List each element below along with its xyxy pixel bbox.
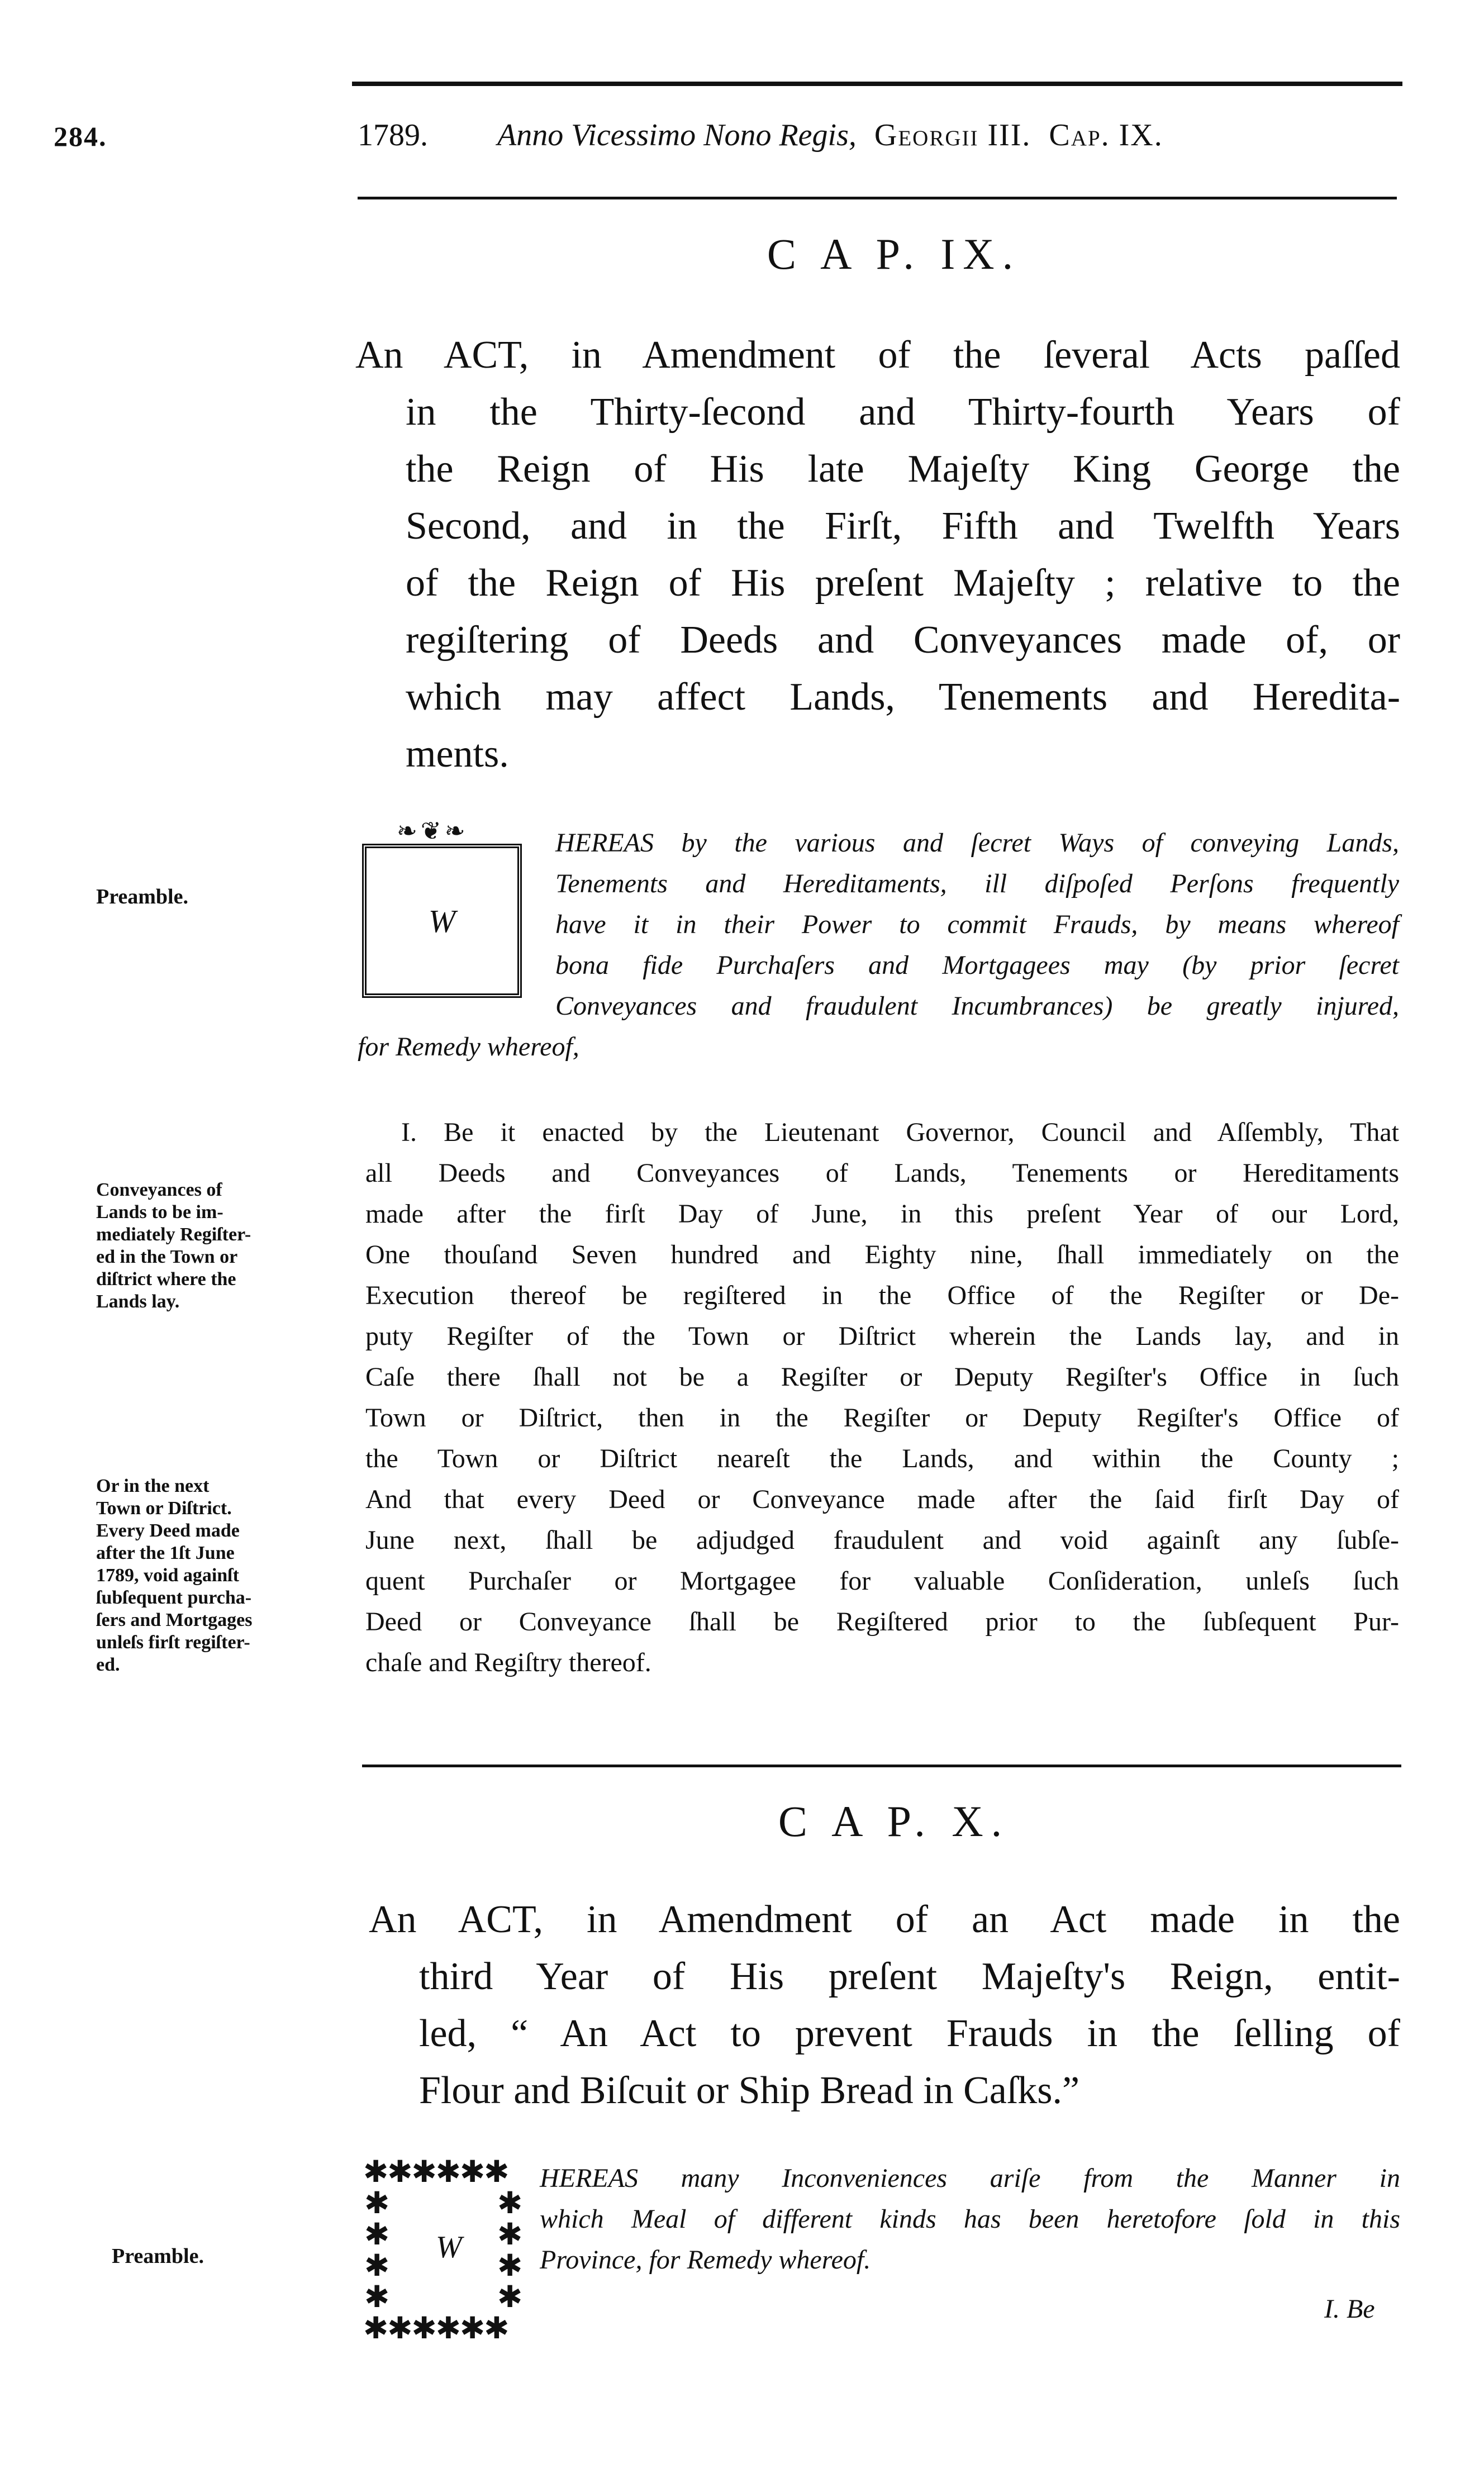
margin-note-line: ed in the Town or — [96, 1247, 238, 1267]
initial-letter: W — [428, 902, 456, 939]
cap-x-preamble — [540, 2158, 1400, 2280]
margin-note-line: diſtrict where the — [96, 1269, 236, 1290]
act-title-line: of the Reign of His preſent Majeſty ; relative to the — [406, 562, 1400, 605]
ornamented-initial-icon — [362, 844, 522, 998]
margin-note-line: Conveyances of — [96, 1180, 222, 1200]
section-line: all Deeds and Conveyances of Lands, Tenements or Hereditaments — [365, 1158, 1399, 1188]
section-line: the Town or Diſtrict neareſt the Lands, and within the County ; — [365, 1444, 1399, 1473]
header-bottom-rule — [358, 197, 1397, 199]
act-title-line: the Reign of His late Majeſty King George the — [406, 448, 1400, 491]
act-title-line: led, “ An Act to prevent Frauds in the ſelling of — [419, 2012, 1400, 2055]
margin-note-line: Lands to be im- — [96, 1202, 223, 1223]
header-year: 1789. — [358, 118, 428, 153]
preamble-line: bona fide Purchaſers and Mortgagees may (by prior ſecret — [555, 950, 1399, 980]
margin-note-line: unleſs firſt regiſter- — [96, 1632, 250, 1653]
preamble-line: Province, for Remedy whereof. — [540, 2245, 871, 2275]
header-top-rule — [352, 82, 1402, 86]
act-title-line: ments. — [406, 733, 509, 776]
section-line: I. Be it enacted by the Lieutenant Governor, Council and Aſſembly, That — [401, 1117, 1399, 1147]
section-line: Deed or Conveyance ſhall be Regiſtered prior to the ſubſequent Pur- — [365, 1607, 1399, 1637]
margin-note-line: Town or Diſtrict. — [96, 1498, 232, 1519]
star-border-right-icon: ✱ ✱ ✱ ✱ — [497, 2186, 522, 2314]
preamble-line: HEREAS by the various and ſecret Ways of conveying Lands, — [555, 828, 1399, 858]
act-title-line: Second, and in the Firſt, Fifth and Twelfth Years — [406, 505, 1400, 548]
cap-ix-act-title — [355, 327, 1400, 783]
star-border-top-icon: ✱✱✱✱✱✱ — [363, 2155, 508, 2189]
act-title-line: An ACT, in Amendment of an Act made in the — [369, 1898, 1400, 1941]
section-line: Caſe there ſhall not be a Regiſter or Deputy Regiſter's Office in ſuch — [365, 1362, 1399, 1392]
act-title-line: Flour and Biſcuit or Ship Bread in Caſks.” — [419, 2069, 1080, 2112]
cap-x-initial-letter: W — [436, 2230, 462, 2265]
cap-ix-preamble — [555, 822, 1399, 1026]
margin-note-line: after the 1ſt June — [96, 1543, 235, 1563]
act-title-line: in the Thirty-ſecond and Thirty-fourth Years of — [406, 391, 1400, 434]
section-line: made after the firſt Day of June, in this preſent Year of our Lord, — [365, 1199, 1399, 1229]
cap-ix-section-1 — [365, 1112, 1399, 1683]
section-line: Execution thereof be regiſtered in the Office of the Regiſter or De- — [365, 1281, 1399, 1310]
header-regnal-year: Anno Vicessimo Nono Regis, — [497, 118, 857, 153]
act-title-line: regiſtering of Deeds and Conveyances made of, or — [406, 619, 1400, 662]
section-line: chaſe and Regiſtry thereof. — [365, 1648, 651, 1677]
section-line: June next, ſhall be adjudged fraudulent and void againſt any ſubſe- — [365, 1525, 1399, 1555]
act-title-line: which may affect Lands, Tenements and Heredita- — [406, 676, 1400, 719]
cap-x-title: C A P. X. — [778, 1797, 1010, 1846]
cap-x-act-title — [369, 1891, 1400, 2119]
running-header — [358, 117, 1397, 153]
cap-ix-preamble-margin: Preamble. — [96, 885, 188, 909]
section-line: One thouſand Seven hundred and Eighty nine, ſhall immediately on the — [365, 1240, 1399, 1269]
margin-note-line: ed. — [96, 1654, 120, 1675]
margin-note-line: Or in the next — [96, 1476, 210, 1496]
act-title-line: An ACT, in Amendment of the ſeveral Acts paſſed — [355, 334, 1400, 377]
star-border-bottom-icon: ✱✱✱✱✱✱ — [363, 2312, 508, 2345]
header-king: Georgii III. — [874, 118, 1031, 153]
margin-note-registration — [96, 1179, 342, 1313]
section-line: And that every Deed or Conveyance made after the ſaid firſt Day of — [365, 1485, 1399, 1514]
preamble-line: Tenements and Hereditaments, ill diſpoſed Perſons frequently — [555, 869, 1399, 898]
margin-note-line: Every Deed made — [96, 1520, 240, 1541]
ornament-top-icon: ❧❦❧ — [397, 817, 469, 845]
catchword: I. Be — [1324, 2294, 1375, 2324]
cap-ix-preamble-last: for Remedy whereof, — [358, 1032, 579, 1062]
cap-ix-title: C A P. IX. — [767, 230, 1021, 278]
header-chapter: Cap. IX. — [1049, 118, 1163, 153]
preamble-line: Conveyances and fraudulent Incumbrances) be greatly injured, — [555, 991, 1399, 1021]
section-line: quent Purchaſer or Mortgagee for valuable Conſideration, unleſs ſuch — [365, 1566, 1399, 1596]
preamble-line: have it in their Power to commit Frauds, by means whereof — [555, 910, 1399, 939]
act-title-line: third Year of His preſent Majeſty's Reign, entit- — [419, 1955, 1400, 1998]
preamble-line: HEREAS many Inconveniences ariſe from the Manner in — [540, 2163, 1400, 2193]
star-border-left-icon: ✱ ✱ ✱ ✱ — [364, 2186, 389, 2314]
page-number: 284. — [54, 121, 107, 152]
cap-x-preamble-margin: Preamble. — [112, 2244, 204, 2268]
preamble-line: which Meal of different kinds has been heretofore ſold in this — [540, 2204, 1400, 2234]
margin-note-line: ſers and Mortgages — [96, 1610, 253, 1630]
margin-note-line: Lands lay. — [96, 1291, 180, 1312]
margin-note-line: 1789, void againſt — [96, 1565, 239, 1586]
margin-note-next-town — [96, 1475, 342, 1676]
chapter-separator-rule — [362, 1765, 1401, 1767]
section-line: puty Regiſter of the Town or Diſtrict wherein the Lands lay, and in — [365, 1321, 1399, 1351]
section-line: Town or Diſtrict, then in the Regiſter or Deputy Regiſter's Office of — [365, 1403, 1399, 1433]
margin-note-line: mediately Regiſter- — [96, 1224, 251, 1245]
margin-note-line: ſubſequent purcha- — [96, 1587, 252, 1608]
